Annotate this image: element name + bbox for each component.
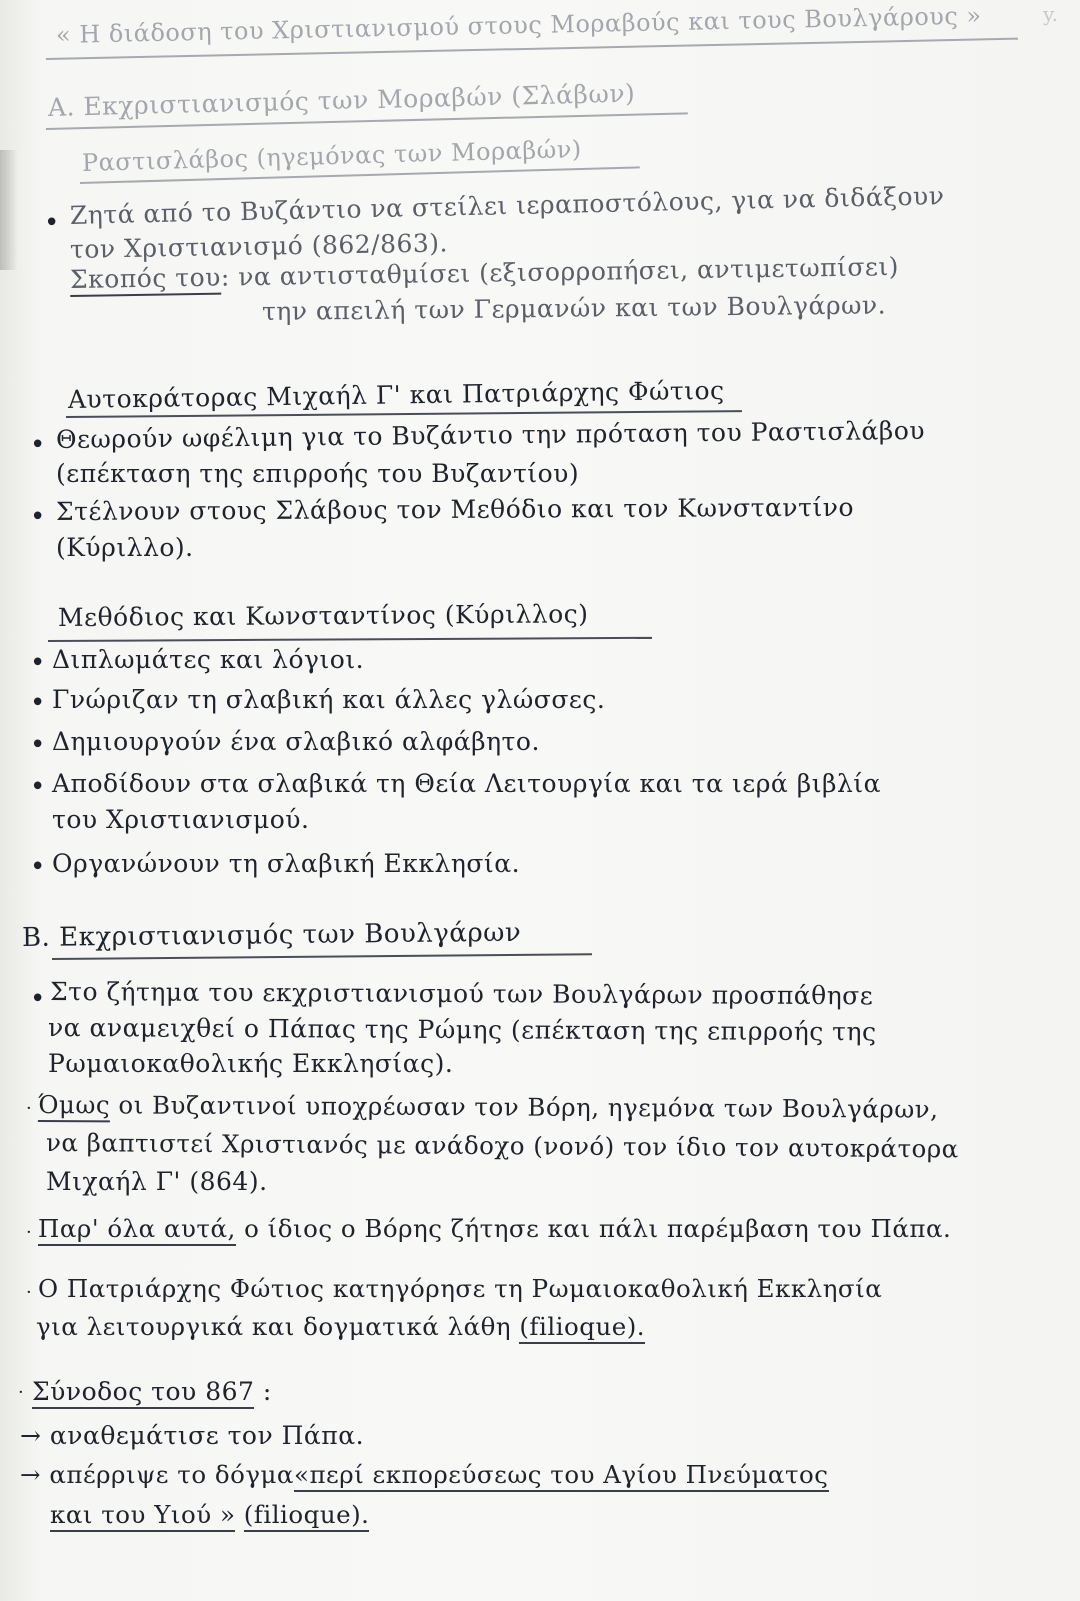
emperor-bullet-1-line-2: (επέκταση της επιρροής του Βυζαντίου) [56, 459, 580, 488]
synod-heading [32, 1378, 272, 1406]
bullet-marker: • [30, 984, 46, 1014]
bullet-marker: • [30, 648, 46, 678]
bullet-marker: • [30, 688, 46, 718]
however-text: οι Βυζαντινοί υποχρέωσαν τον Βόρη, ηγεμόνα των Βουλγάρων, [110, 1090, 939, 1124]
synod-colon: : [254, 1377, 272, 1406]
section-b-bullet-1-line-2: να αναμειχθεί ο Πάπας της Ρώμης (επέκταση της επιρροής της [47, 1013, 877, 1047]
errors-text: για λειτουργικά και δογματικά λάθη [36, 1312, 512, 1341]
synod-label: Σύνοδος του 867 [32, 1377, 254, 1409]
bullet-marker: • [30, 730, 46, 760]
corner-mark: y. [1043, 2, 1058, 26]
rastislav-subheading: Ραστισλάβος (ηγεμόνας των Μοραβών) [81, 135, 583, 177]
dogma-quote-end: και του Υιού » [50, 1500, 235, 1532]
nevertheless-text: ο ίδιος ο Βόρης ζήτησε και πάλι παρέμβαση του Πάπα. [235, 1214, 952, 1243]
section-b-bullet-3 [38, 1216, 951, 1243]
section-b-bullet-1-line-3: Ρωμαιοκαθολικής Εκκλησίας). [48, 1049, 454, 1078]
bullet-marker: · [18, 1382, 24, 1403]
bullet-marker: • [44, 208, 60, 238]
brothers-bullet-4-line-2: του Χριστιανισμού. [52, 805, 310, 834]
bullet-marker: · [26, 1222, 32, 1243]
emperor-bullet-2-line-2: (Κύριλλο). [56, 533, 194, 562]
synod-arrow-2-line-1 [20, 1462, 829, 1489]
emperor-subheading: Αυτοκράτορας Μιχαήλ Γ' και Πατριάρχης Φώτιος [67, 375, 725, 414]
synod-arrow-2-line-2 [50, 1502, 369, 1529]
brothers-bullet-5: Οργανώνουν τη σλαβική Εκκλησία. [52, 849, 521, 878]
section-a-heading: A. Εκχριστιανισμός των Μοραβών (Σλάβων) [47, 78, 636, 122]
emperor-bullet-1-line-1: Θεωρούν ωφέλιμη για το Βυζάντιο την πρόταση του Ραστισλάβου [55, 415, 926, 454]
section-b-bullet-4-line-1: Ο Πατριάρχης Φώτιος κατηγόρησε τη Ρωμαιοκαθολική Εκκλησία [38, 1274, 883, 1303]
however-label: Όμως [38, 1090, 110, 1122]
brothers-bullet-4-line-1: Αποδίδουν στα σλαβικά τη Θεία Λειτουργία και τα ιερά βιβλία [52, 769, 881, 798]
bullet-marker: • [30, 772, 46, 802]
brothers-bullet-1: Διπλωμάτες και λόγιοι. [52, 645, 365, 674]
bullet-marker: · [26, 1098, 32, 1119]
bullet-marker: · [26, 1282, 32, 1303]
rejected-dogma-text: → απέρριψε το δόγμα [20, 1460, 294, 1489]
section-b-bullet-2-line-1 [38, 1092, 939, 1124]
purpose-text: : να αντισταθμίσει (εξισορροπήσει, αντιμετωπίσει) [220, 251, 900, 292]
bullet-marker: • [30, 430, 46, 460]
section-b-bullet-4-line-2 [36, 1314, 645, 1341]
synod-arrow-1: → αναθεμάτισε τον Πάπα. [20, 1421, 365, 1450]
brothers-bullet-2: Γνώριζαν τη σλαβική και άλλες γλώσσες. [52, 685, 606, 714]
page-title: « Η διάδοση του Χριστιανισμού στους Μοραβούς και τους Βουλγάρους » [55, 1, 982, 49]
section-b-bullet-1-line-1: Στο ζήτημα του εκχριστιανισμού των Βουλγάρων προσπάθησε [49, 977, 874, 1011]
brothers-subheading-underline [48, 637, 652, 642]
section-b-bullet-2-line-3: Μιχαήλ Γ' (864). [46, 1167, 268, 1196]
brothers-bullet-3: Δημιουργούν ένα σλαβικό αλφάβητο. [52, 727, 540, 756]
emperor-bullet-2-line-1: Στέλνουν στους Σλάβους τον Μεθόδιο και τον Κωνσταντίνο [55, 492, 855, 526]
filioque-term: (filioque). [519, 1312, 645, 1344]
rastislav-bullet-1-line-2: τον Χριστιανισμό (862/863). [69, 228, 449, 264]
rastislav-purpose-line-2: την απειλή των Γερμανών και των Βουλγάρων. [261, 290, 887, 326]
filioque-term-2: (filioque). [244, 1500, 370, 1532]
bullet-marker: • [30, 852, 46, 882]
dogma-quote: «περί εκπορεύσεως του Αγίου Πνεύματος [294, 1460, 829, 1492]
nevertheless-label: Παρ' όλα αυτά, [38, 1214, 236, 1246]
rastislav-bullet-1-line-1: Ζητά από το Βυζάντιο να στείλει ιεραποστόλους, για να διδάξουν [69, 181, 945, 230]
brothers-subheading: Μεθόδιος και Κωνσταντίνος (Κύριλλος) [57, 599, 589, 632]
page-edge-shadow [0, 150, 18, 270]
section-b-heading: B. Εκχριστιανισμός των Βουλγάρων [21, 917, 522, 953]
section-b-bullet-2-line-2: να βαπτιστεί Χριστιανός με ανάδοχο (νονό) τον ίδιο τον αυτοκράτορα [45, 1128, 959, 1164]
section-b-heading-underline [52, 953, 592, 960]
purpose-label: Σκοπός του [70, 263, 221, 297]
bullet-marker: • [30, 502, 46, 532]
